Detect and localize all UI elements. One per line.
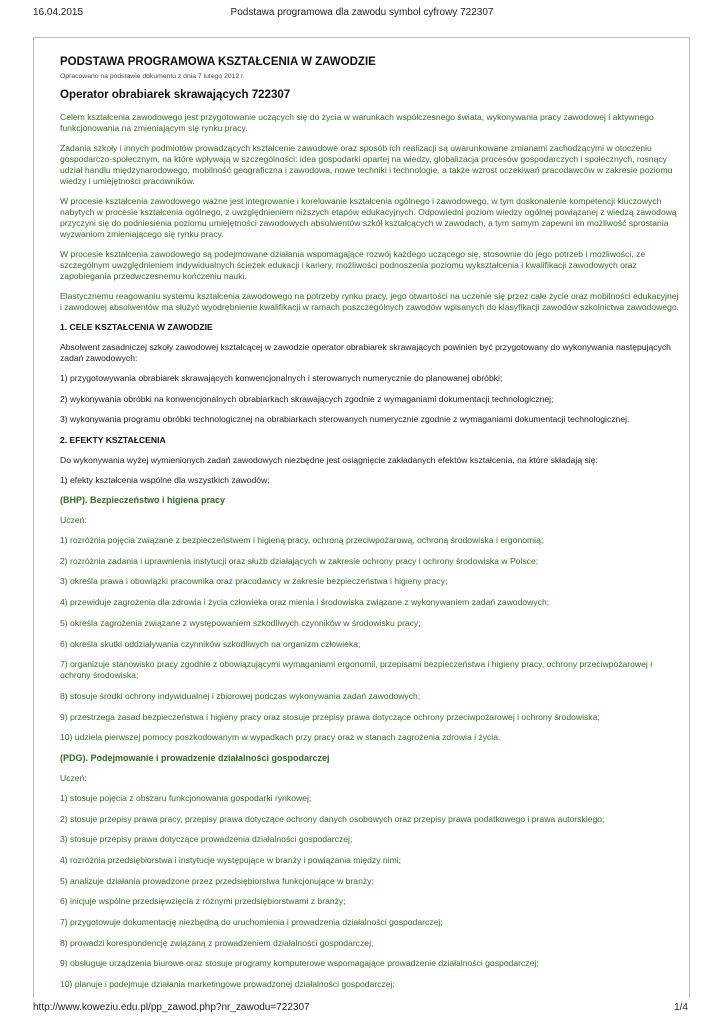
list-item: 7) przygotowuje dokumentację niezbędną do uruchomienia i prowadzenia działalności gospodarczej; (60, 917, 443, 928)
list-item: 2) wykonywania obróbki na konwencjonalnych obrabiarkach skrawających zgodnie z wymaganiami dokumentacji technologicznej; (60, 393, 554, 404)
intro-paragraph: Zadania szkoły i innych podmiotów prowadzących kształcenie zawodowe oraz sposób ich realizacji są uwarunkowane zmianami zachodzącymi w otoczeniu gospodarczo-społecznym, na które wpływają w szczególności: idea gospodarki opartej na wiedzy, globalizacja procesów gospodarczych i społecznych, rosnący udział handlu międzynarodowego, mobilność geograficzna i zawodowa, nowe techniki i technologie, a także wzrost oczekiwań pracodawców w zakresie poziomu wiedzy i umiejętności pracowników. (60, 143, 673, 186)
list-item: 10) udziela pierwszej pomocy poszkodowanym w wypadkach przy pracy oraz w stanach zagrożenia zdrowia i życia. (60, 732, 501, 743)
intro-paragraph: W procesie kształcenia zawodowego są podejmowane działania wspomagające rozwój każdego uczącego się, stosownie do jego potrzeb i możliwości, ze szczególnym uwzględnieniem indywidualnych ścieżek edukacji i kariery, możliwości podnoszenia poziomu wykształcenia i kwalifikacji zawodowych oraz zapobiegania przedwczesnemu kończeniu nauki. (60, 249, 646, 281)
bhp-heading: (BHP). Bezpieczeństwo i higiena pracy (60, 495, 226, 506)
list-item: 3) wykonywania programu obróbki technologicznej na obrabiarkach sterowanych numerycznie zgodnie z wymaganiami dokumentacji technologicznej. (60, 414, 630, 425)
page-number: 1/4 (674, 1002, 688, 1013)
print-date: 16.04.2015 (33, 7, 84, 18)
intro-paragraph: Celem kształcenia zawodowego jest przygotowanie uczących się do życia w warunkach współczesnego świata, wykonywania pracy zawodowej i aktywnego funkcjonowania na zmieniającym się rynku pracy. (60, 112, 654, 133)
section-heading-effects: 2. EFEKTY KSZTAŁCENIA (60, 435, 166, 446)
list-item: 6) inicjuje wspólne przedsięwzięcia z różnymi przedsiębiorstwami z branży; (60, 896, 346, 907)
section-lead: Absolwent zasadniczej szkoły zawodowej kształcącej w zawodzie operator obrabiarek skrawających powinien być przygotowany do wykonywania następujących zadań zawodowych: (60, 342, 671, 363)
list-item: 2) stosuje przepisy prawa pracy, przepisy prawa dotyczące ochrony danych osobowych oraz przepisy prawa podatkowego i prawa autorskiego; (60, 813, 605, 824)
list-item: 2) rozróżnia zadania i uprawnienia instytucji oraz służb działających w zakresie ochrony pracy i ochrony środowiska w Polsce; (60, 555, 539, 566)
uczen-label: Uczeń: (60, 772, 87, 783)
section-lead: Do wykonywania wyżej wymienionych zadań zawodowych niezbędne jest osiągnięcie zakładanych efektów kształcenia, na które składają się: (60, 455, 598, 466)
document-subtitle: Opracowano na podstawie dokumentu z dnia 7 lutego 2012 r. (60, 73, 245, 80)
list-item: 8) stosuje środki ochrony indywidualnej i zbiorowej podczas wykonywania zadań zawodowych; (60, 690, 421, 701)
list-item: 4) rozróżnia przedsiębiorstwa i instytucje występujące w branży i powiązania między nimi; (60, 855, 402, 865)
list-item: 1) rozróżnia pojęcia związane z bezpieczeństwem i higieną pracy, ochroną przeciwpożarową, ochroną środowiska i ergonomią; (60, 535, 544, 546)
document-title: PODSTAWA PROGRAMOWA KSZTAŁCENIA W ZAWODZIE (60, 56, 376, 68)
list-item: 7) organizuje stanowisko pracy zgodnie z obowiązującymi wymaganiami ergonomii, przepisami bezpieczeństwa i higieny pracy, ochrony przeciwpożarowej i ochrony środowiska; (60, 659, 653, 681)
list-item: 8) prowadzi korespondencję związaną z prowadzeniem działalności gospodarczej; (60, 937, 374, 948)
list-item: 1) stosuje pojęcia z obszaru funkcjonowania gospodarki rynkowej; (60, 792, 312, 803)
section-heading-goals: 1. CELE KSZTAŁCENIA W ZAWODZIE (60, 322, 213, 332)
list-item: 9) obsługuje urządzenia biurowe oraz stosuje programy komputerowe wspomagające prowadzenie działalności gospodarczej; (60, 958, 539, 969)
section-sub: 1) efekty kształcenia wspólne dla wszystkich zawodów; (60, 475, 270, 486)
intro-paragraph: Elastycznemu reagowaniu systemu kształcenia zawodowego na potrzeby rynku pracy, jego otwartości na uczenie się przez całe życie oraz mobilności edukacyjnej i zawodowej absolwentów ma służyć wyodrębnienie kwalifikacji w ramach poszczególnych zawodów wpisanych do klasyfikacji zawodów szkolnictwa zawodowego. (60, 291, 680, 312)
list-item: 5) analizuje działania prowadzone przez przedsiębiorstwa funkcjonujące w branży; (60, 875, 374, 886)
list-item: 9) przestrzega zasad bezpieczeństwa i higieny pracy oraz stosuje przepisy prawa dotyczące ochrony przeciwpożarowej i ochrony środowiska; (60, 711, 600, 722)
list-item: 6) określa skutki oddziaływania czynników szkodliwych na organizm człowieka; (60, 638, 361, 649)
print-url-link[interactable]: http://www.koweziu.edu.pl/pp_zawod.php?nr_zawodu=722307 (33, 1002, 310, 1013)
intro-paragraph: W procesie kształcenia zawodowego ważne jest integrowanie i korelowanie kształcenia ogólnego i zawodowego, w tym doskonalenie kompetencji kluczowych nabytych w procesie kształcenia ogólnego, z uwzględnieniem niższych etapów edukacyjnych. Odpowiedni poziom wiedzy ogólnej powiązanej z wiedzą zawodową przyczyni się do podniesienia poziomu umiejętności zawodowych absolwentów szkół kształcących w zawodach, a tym samym zapewni im możliwość sprostania wyzwaniom zmieniającego się rynku pracy. (60, 196, 677, 239)
pdg-heading: (PDG). Podejmowanie i prowadzenie działalności gospodarczej (60, 752, 330, 763)
list-item: 4) przewiduje zagrożenia dla zdrowia i życia człowieka oraz mienia i środowiska związane z wykonywaniem zadań zawodowych; (60, 597, 550, 608)
print-title: Podstawa programowa dla zawodu symbol cyfrowy 722307 (230, 7, 494, 18)
list-item: 3) stosuje przepisy prawa dotyczące prowadzenia działalności gospodarczej; (60, 834, 353, 845)
list-item: 10) planuje i podejmuje działania marketingowe prowadzonej działalności gospodarczej; (60, 979, 395, 990)
list-item: 5) określa zagrożenia związane z występowaniem szkodliwych czynników w środowisku pracy; (60, 617, 421, 628)
document-content (60, 56, 680, 1000)
occupation-heading: Operator obrabiarek skrawających 722307 (60, 89, 291, 101)
uczen-label: Uczeń: (60, 515, 87, 526)
list-item: 1) przygotowywania obrabiarek skrawających konwencjonalnych i sterowanych numerycznie do planowanej obróbki; (60, 373, 503, 383)
list-item: 3) określa prawa i obowiązki pracownika oraz pracodawcy w zakresie bezpieczeństwa i higieny pracy; (60, 576, 448, 587)
